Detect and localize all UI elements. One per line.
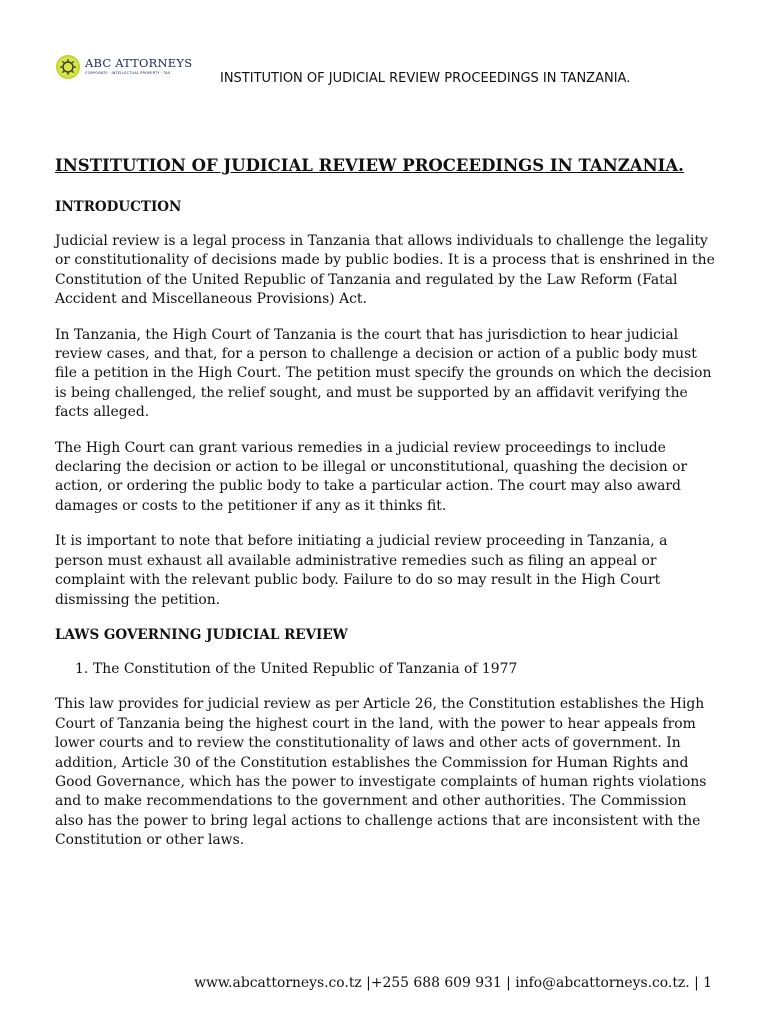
list-item-text: The Constitution of the United Republic of Tanzania of 1977 [93,660,518,677]
page-header [0,0,768,100]
running-header-title: INSTITUTION OF JUDICIAL REVIEW PROCEEDINGS IN TANZANIA. [220,71,631,86]
logo-name: ABC ATTORNEYS [85,56,193,71]
paragraph: Judicial review is a legal process in Tanzania that allows individuals to challenge the legality or constitutionality of decisions made by public bodies. It is a process that is enshrined in the Constitution of the United Republic of Tanzania and regulated by the Law Reform (Fatal Accident and Miscellaneous Provisions) Act. [55,233,715,308]
paragraph: The High Court can grant various remedies in a judicial review proceedings to include declaring the decision or action to be illegal or unconstitutional, quashing the decision or action, or ordering the public body to take a particular action. The court may also award damages or costs to the petitioner if any as it thinks fit. [55,439,688,514]
document-body [55,154,715,867]
company-logo [56,52,192,82]
section-heading-laws: LAWS GOVERNING JUDICIAL REVIEW [55,626,348,643]
list-item-number: 1. [75,660,89,677]
paragraph: This law provides for judicial review as per Article 26, the Constitution establishes the High Court of Tanzania being the highest court in the land, with the power to hear appeals from lower courts and to review the constitutionality of laws and other acts of government. In addition, Article 30 of the Constitution establishes the Commission for Human Rights and Good Governance, which has the power to investigate complaints of human rights violations and to make recommendations to the government and other authorities. The Commission also has the power to bring legal actions to challenge actions that are inconsistent with the Constitution or other laws. [55,696,707,849]
paragraph: It is important to note that before initiating a judicial review proceeding in Tanzania, a person must exhaust all available administrative remedies such as filing an appeal or complaint with the relevant public body. Failure to do so may result in the High Court dismissing the petition. [55,533,668,608]
page-footer: www.abcattorneys.co.tz |+255 688 609 931 | info@abcattorneys.co.tz. | 1 [194,975,712,991]
paragraph: In Tanzania, the High Court of Tanzania is the court that has jurisdiction to hear judicial review cases, and that, for a person to challenge a decision or action of a public body must file a petition in the High Court. The petition must specify the grounds on which the decision is being challenged, the relief sought, and must be supported by an affidavit verifying the facts alleged. [55,326,712,421]
section-heading-introduction: INTRODUCTION [55,199,182,215]
list-item [75,660,715,679]
document-title: INSTITUTION OF JUDICIAL REVIEW PROCEEDINGS IN TANZANIA. [55,156,684,175]
logo-tagline: CORPORATE · INTELLECTUAL PROPERTY · TAX [85,70,171,75]
logo-emblem-icon [56,55,80,79]
laws-list [55,660,715,679]
